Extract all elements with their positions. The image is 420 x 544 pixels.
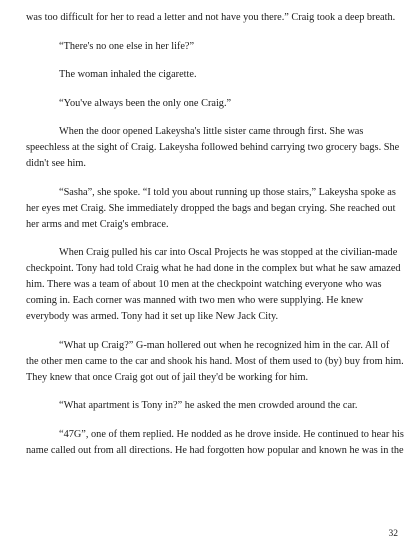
page-number: 32 [388,529,398,539]
paragraph: was too difficult for her to read a letter and not have you there.” Craig took a deep breath. [26,12,396,23]
paragraph: “You've always been the only one Craig.” [59,97,232,109]
paragraph: “What apartment is Tony in?” he asked the men crowded around the car. [59,400,358,411]
paragraph: “There's no one else in her life?” [59,40,195,52]
paragraph: The woman inhaled the cigarette. [59,69,197,80]
paragraph: “47G”, one of them replied. He nodded as he drove inside. He continued to hear his name called out from all directions. He had forgotten how popular and known he was in the [26,428,404,456]
body-text [26,10,404,471]
paragraph: When Craig pulled his car into Oscal Projects he was stopped at the civilian-made checkpoint. Tony had told Craig what he had done in the complex but what he saw amazed him. There was a team of about 10 men at the checkpoint watching everyone who was coming in. Each corner was manned with two men who were supplying. He knew everybody was armed. Tony had it set up like New Jack City. [26,247,401,322]
paragraph: “Sasha”, she spoke. “I told you about running up those stairs,” Lakeysha spoke as her eyes met Craig. She immediately dropped the bags and began crying. She reached out her arms and met Craig's embrace. [26,186,396,230]
paragraph: “What up Craig?” G-man hollered out when he recognized him in the car. All of the other men came to the car and shook his hand. Most of them used to (by) buy from him. They knew that once Craig got out of jail they'd be working for him. [26,339,404,383]
paragraph: When the door opened Lakeysha's little sister came through first. She was speechless at the sight of Craig. Lakeysha followed behind carrying two grocery bags. She didn't see him. [26,126,400,169]
